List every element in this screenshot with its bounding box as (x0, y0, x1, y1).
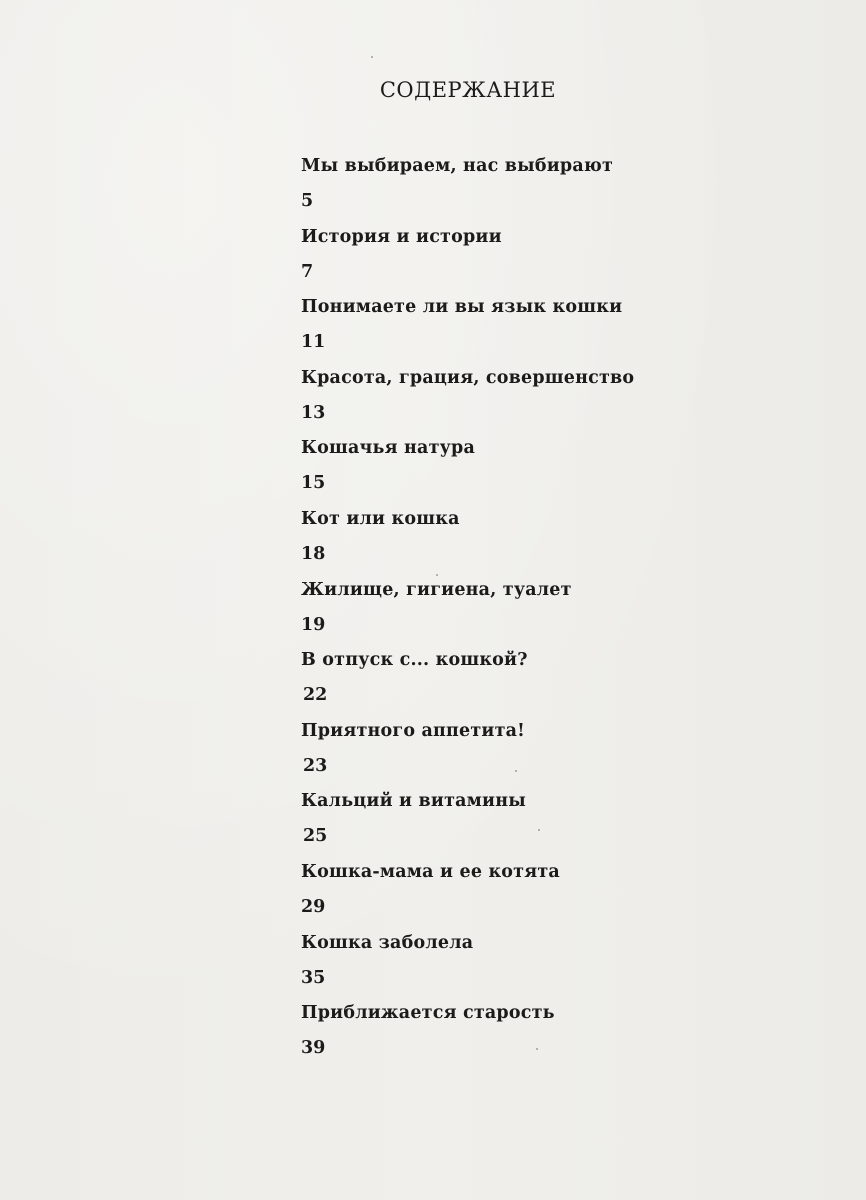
toc-entry-page: 35 (301, 967, 326, 988)
toc-entry (301, 368, 721, 439)
toc-entry-title: Понимаете ли вы язык кошки (301, 297, 623, 318)
toc-entry-page: 39 (301, 1038, 326, 1059)
toc-entry-title: Кот или кошка (301, 508, 460, 529)
toc-entry (301, 227, 721, 298)
toc-entry-page: 29 (301, 896, 326, 917)
toc-entry (301, 791, 721, 862)
page-title: СОДЕРЖАНИЕ (379, 78, 557, 102)
toc-entry-title: История и истории (301, 226, 502, 247)
toc-entry-page: 18 (301, 543, 326, 564)
toc-entry-page: 5 (301, 191, 314, 211)
toc-entry-page: 25 (303, 826, 328, 847)
toc-entry-page: 19 (301, 614, 326, 635)
toc-entry (301, 509, 721, 580)
toc-entry-page: 7 (301, 261, 314, 282)
toc-entry-page: 15 (301, 473, 326, 494)
paper-speck (371, 56, 373, 58)
toc-entry-title: Кальций и витамины (301, 791, 526, 812)
paper-speck (436, 574, 438, 576)
toc-entry (301, 862, 721, 933)
toc-entry (301, 721, 721, 792)
toc-entry-page: 22 (303, 685, 328, 706)
toc-entry-title: Красота, грация, совершенство (301, 367, 635, 388)
toc-entry (301, 933, 721, 1004)
toc-entry-title: Приближается старость (301, 1003, 555, 1024)
toc-entry-page: 13 (301, 402, 326, 423)
toc-entry-title: Кошка заболела (301, 932, 474, 953)
toc-entry-title: Жилище, гигиена, туалет (301, 579, 572, 600)
toc-entry-page: 23 (303, 755, 328, 776)
paper-speck (536, 1048, 538, 1050)
toc-entry-title: Кошачья натура (301, 438, 476, 459)
toc-entry-page: 11 (301, 332, 326, 353)
toc-entry (301, 297, 721, 368)
toc-entry-title: Мы выбираем, нас выбирают (301, 156, 614, 176)
table-of-contents (301, 156, 721, 1074)
toc-entry (301, 580, 721, 651)
toc-entry (301, 650, 721, 721)
toc-entry (301, 156, 721, 227)
toc-entry (301, 1003, 721, 1074)
toc-entry-title: В отпуск с... кошкой? (301, 650, 528, 671)
paper-speck (538, 829, 540, 831)
toc-entry (301, 438, 721, 509)
toc-entry-title: Приятного аппетита! (301, 720, 526, 741)
toc-entry-title: Кошка-мама и ее котята (301, 861, 560, 882)
paper-speck (515, 770, 517, 772)
